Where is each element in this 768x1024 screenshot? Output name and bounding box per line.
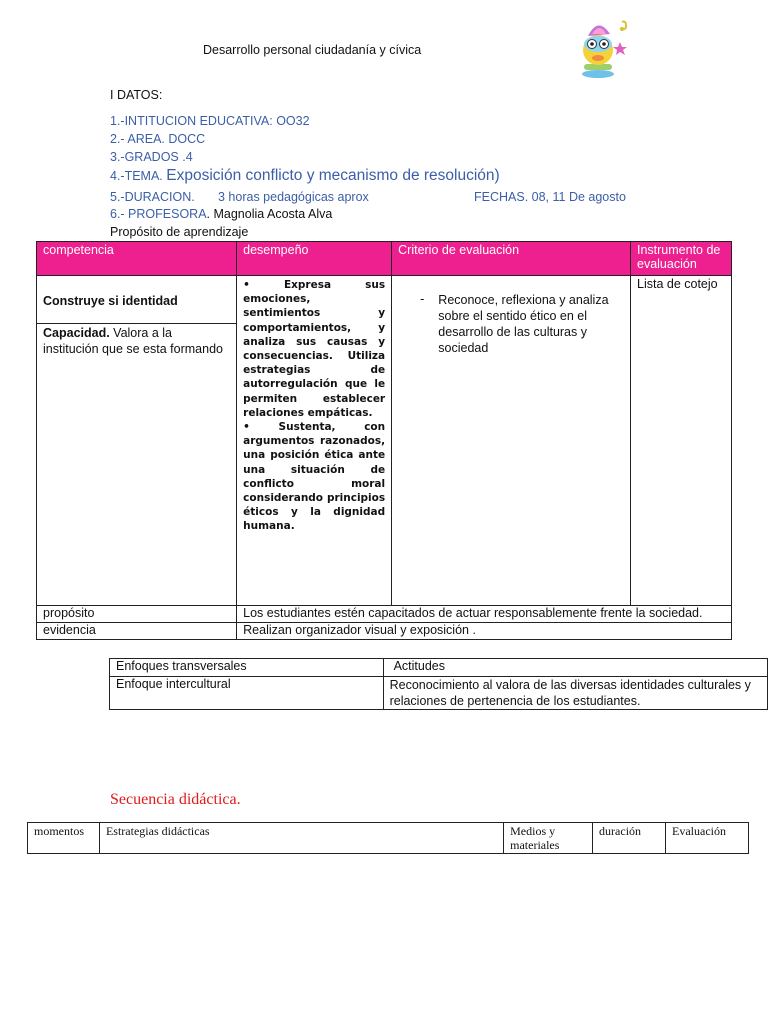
secuencia-table xyxy=(27,822,749,854)
capacidad-text: Valora a la institución que se esta formando xyxy=(43,326,223,356)
tema-value: Exposición conflicto y mecanismo de resolución) xyxy=(166,167,500,184)
tema-line xyxy=(110,167,500,185)
profesora-label: 6.- PROFESORA xyxy=(110,207,207,221)
document-title: Desarrollo personal ciudadanía y cívica xyxy=(203,43,422,57)
header-medios: Medios y materiales xyxy=(504,823,593,854)
header-estrategias: Estrategias didácticas xyxy=(99,823,503,854)
header-criterio: Criterio de evaluación xyxy=(392,242,631,276)
competencias-table xyxy=(36,241,732,640)
header-momentos: momentos xyxy=(28,823,100,854)
tema-label: 4.-TEMA. xyxy=(110,169,163,183)
header-evaluacion: Evaluación xyxy=(666,823,749,854)
fechas-line: FECHAS. 08, 11 De agosto xyxy=(474,190,626,204)
duracion-value: 3 horas pedagógicas aprox xyxy=(218,190,369,204)
profesora-line xyxy=(110,207,332,221)
evidencia-label: evidencia xyxy=(37,623,237,640)
desempeno-cell xyxy=(237,276,392,606)
proposito-aprendizaje: Propósito de aprendizaje xyxy=(110,225,249,239)
actitud-cell: Reconocimiento al valora de las diversas identidades culturales y relaciones de pertenencia de los estudiantes. xyxy=(383,677,767,710)
duracion-label: 5.-DURACION. xyxy=(110,190,195,204)
header-duracion: duración xyxy=(593,823,666,854)
competencia-cell: Construye si identidad xyxy=(37,276,237,324)
criterio-bullet: - xyxy=(420,292,425,306)
secuencia-title: Secuencia didáctica. xyxy=(110,791,241,808)
capacidad-cell xyxy=(37,324,237,606)
evidencia-text: Realizan organizador visual y exposición . xyxy=(237,623,732,640)
instrumento-cell: Lista de cotejo xyxy=(631,276,732,606)
desempeno-item: • Expresa sus emociones, sentimientos y comportamientos, y analiza sus causas y consecuencias. Utiliza estrategias de autorregulación que le permiten establecer relaciones empáticas. xyxy=(243,279,386,419)
header-competencia: competencia xyxy=(37,242,237,276)
institucion-line: 1.-INTITUCION EDUCATIVA: OO32 xyxy=(110,114,310,128)
grados-line: 3.-GRADOS .4 xyxy=(110,150,193,164)
enfoques-header: Enfoques transversales xyxy=(110,659,384,677)
criterio-cell xyxy=(392,276,631,606)
proposito-text: Los estudiantes estén capacitados de actuar responsablemente frente la sociedad. xyxy=(237,606,732,623)
datos-heading: I DATOS: xyxy=(110,88,163,102)
profesora-value: . Magnolia Acosta Alva xyxy=(206,207,333,221)
enfoques-table xyxy=(109,658,768,710)
criterio-text: Reconoce, reflexiona y analiza sobre el sentido ético en el desarrollo de las culturas y sociedad xyxy=(438,293,609,355)
desempeno-item: • Sustenta, con argumentos razonados, una posición ética ante una situación de conflicto moral considerando principios éticos y la dignidad humana. xyxy=(243,421,386,533)
capacidad-label: Capacidad. xyxy=(43,326,110,340)
enfoque-cell: Enfoque intercultural xyxy=(110,677,384,710)
header-desempeno: desempeño xyxy=(237,242,392,276)
cartoon-character-icon xyxy=(572,14,636,80)
table-header-row xyxy=(37,242,732,276)
proposito-label: propósito xyxy=(37,606,237,623)
area-line: 2.- AREA. DOCC xyxy=(110,132,206,146)
actitudes-header: Actitudes xyxy=(383,659,767,677)
header-instrumento: Instrumento de evaluación xyxy=(631,242,732,276)
